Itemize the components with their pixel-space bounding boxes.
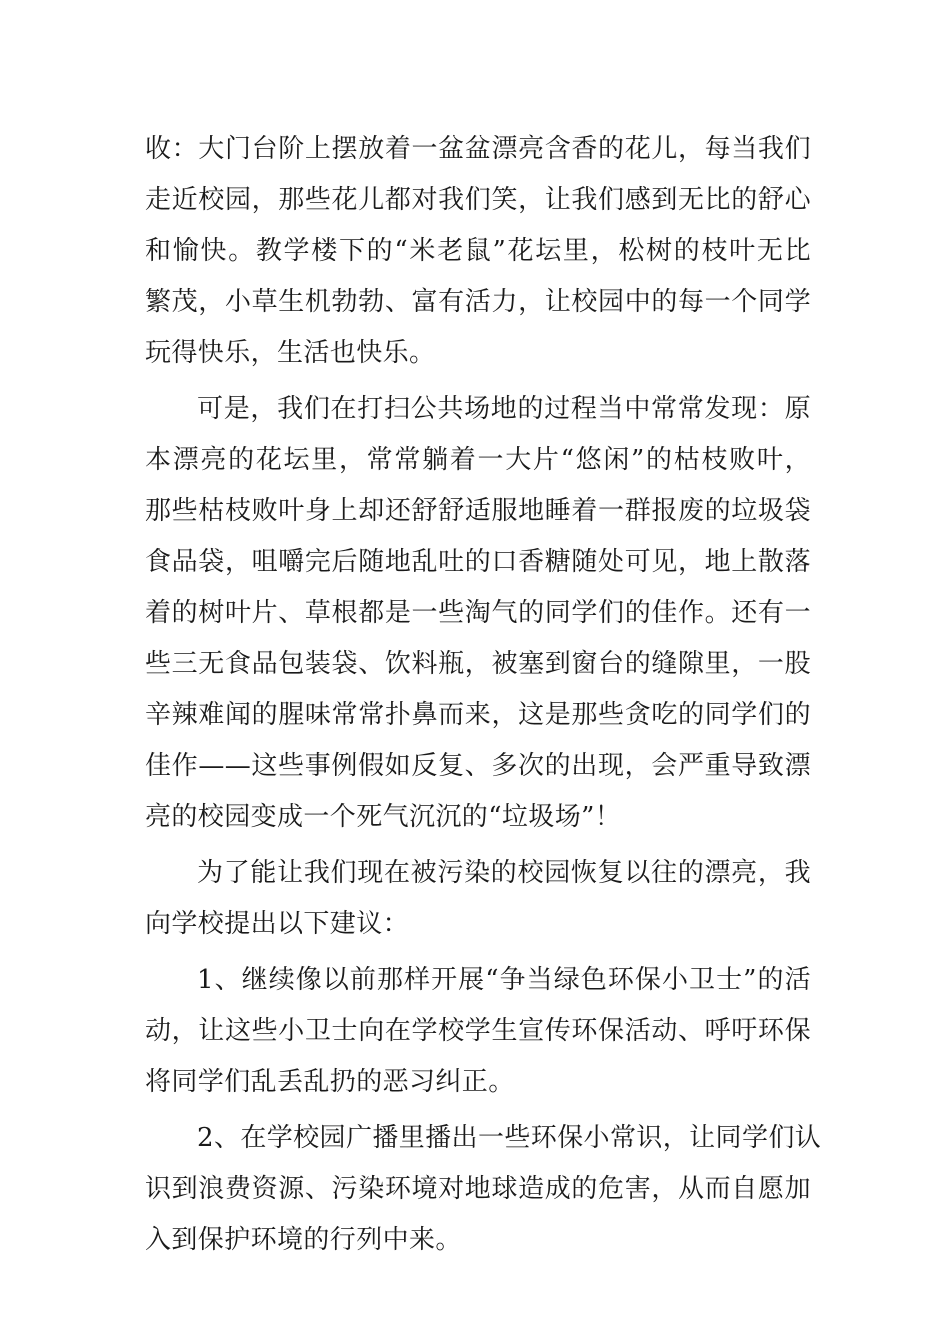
- document-body: [145, 124, 822, 1266]
- paragraph-2: [145, 384, 811, 843]
- text-line: 动，让这些小卫士向在学校学生宣传环保活动、呼吁环保: [145, 1016, 811, 1046]
- text-line: 些三无食品包装袋、饮料瓶，被塞到窗台的缝隙里，一股: [145, 649, 811, 679]
- text-line: 和愉快。教学楼下的“米老鼠”花坛里，松树的枝叶无比: [145, 236, 811, 266]
- text-line: 为了能让我们现在被污染的校园恢复以往的漂亮，我: [197, 858, 811, 888]
- text-line: 1、继续像以前那样开展“争当绿色环保小卫士”的活: [197, 965, 811, 995]
- text-line: 着的树叶片、草根都是一些淘气的同学们的佳作。还有一: [145, 598, 811, 628]
- text-line: 入到保护环境的行列中来。: [145, 1225, 462, 1255]
- suggestion-2: [145, 1113, 822, 1266]
- text-line: 繁茂，小草生机勃勃、富有活力，让校园中的每一个同学: [145, 287, 811, 317]
- text-line: 佳作——这些事例假如反复、多次的出现，会严重导致漂: [145, 751, 811, 781]
- text-line: 将同学们乱丢乱扔的恶习纠正。: [145, 1067, 515, 1097]
- paragraph-3: [145, 848, 811, 950]
- text-line: 识到浪费资源、污染环境对地球造成的危害，从而自愿加: [145, 1174, 811, 1204]
- text-line: 那些枯枝败叶身上却还舒舒适服地睡着一群报废的垃圾袋: [145, 496, 811, 526]
- text-line: 2、在学校园广播里播出一些环保小常识，让同学们认: [197, 1123, 822, 1153]
- text-line: 向学校提出以下建议：: [145, 909, 410, 939]
- paragraph-1: [145, 124, 811, 379]
- suggestion-1: [145, 955, 811, 1108]
- text-line: 食品袋，咀嚼完后随地乱吐的口香糖随处可见，地上散落: [145, 547, 811, 577]
- text-line: 可是，我们在打扫公共场地的过程当中常常发现：原: [197, 394, 811, 424]
- text-line: 辛辣难闻的腥味常常扑鼻而来，这是那些贪吃的同学们的: [145, 700, 811, 730]
- text-line: 收：大门台阶上摆放着一盆盆漂亮含香的花儿，每当我们: [145, 134, 811, 164]
- text-line: 走近校园，那些花儿都对我们笑，让我们感到无比的舒心: [145, 185, 811, 215]
- text-line: 本漂亮的花坛里，常常躺着一大片“悠闲”的枯枝败叶，: [145, 445, 811, 475]
- text-line: 玩得快乐，生活也快乐。: [145, 338, 436, 368]
- text-line: 亮的校园变成一个死气沉沉的“垃圾场”！: [145, 802, 622, 832]
